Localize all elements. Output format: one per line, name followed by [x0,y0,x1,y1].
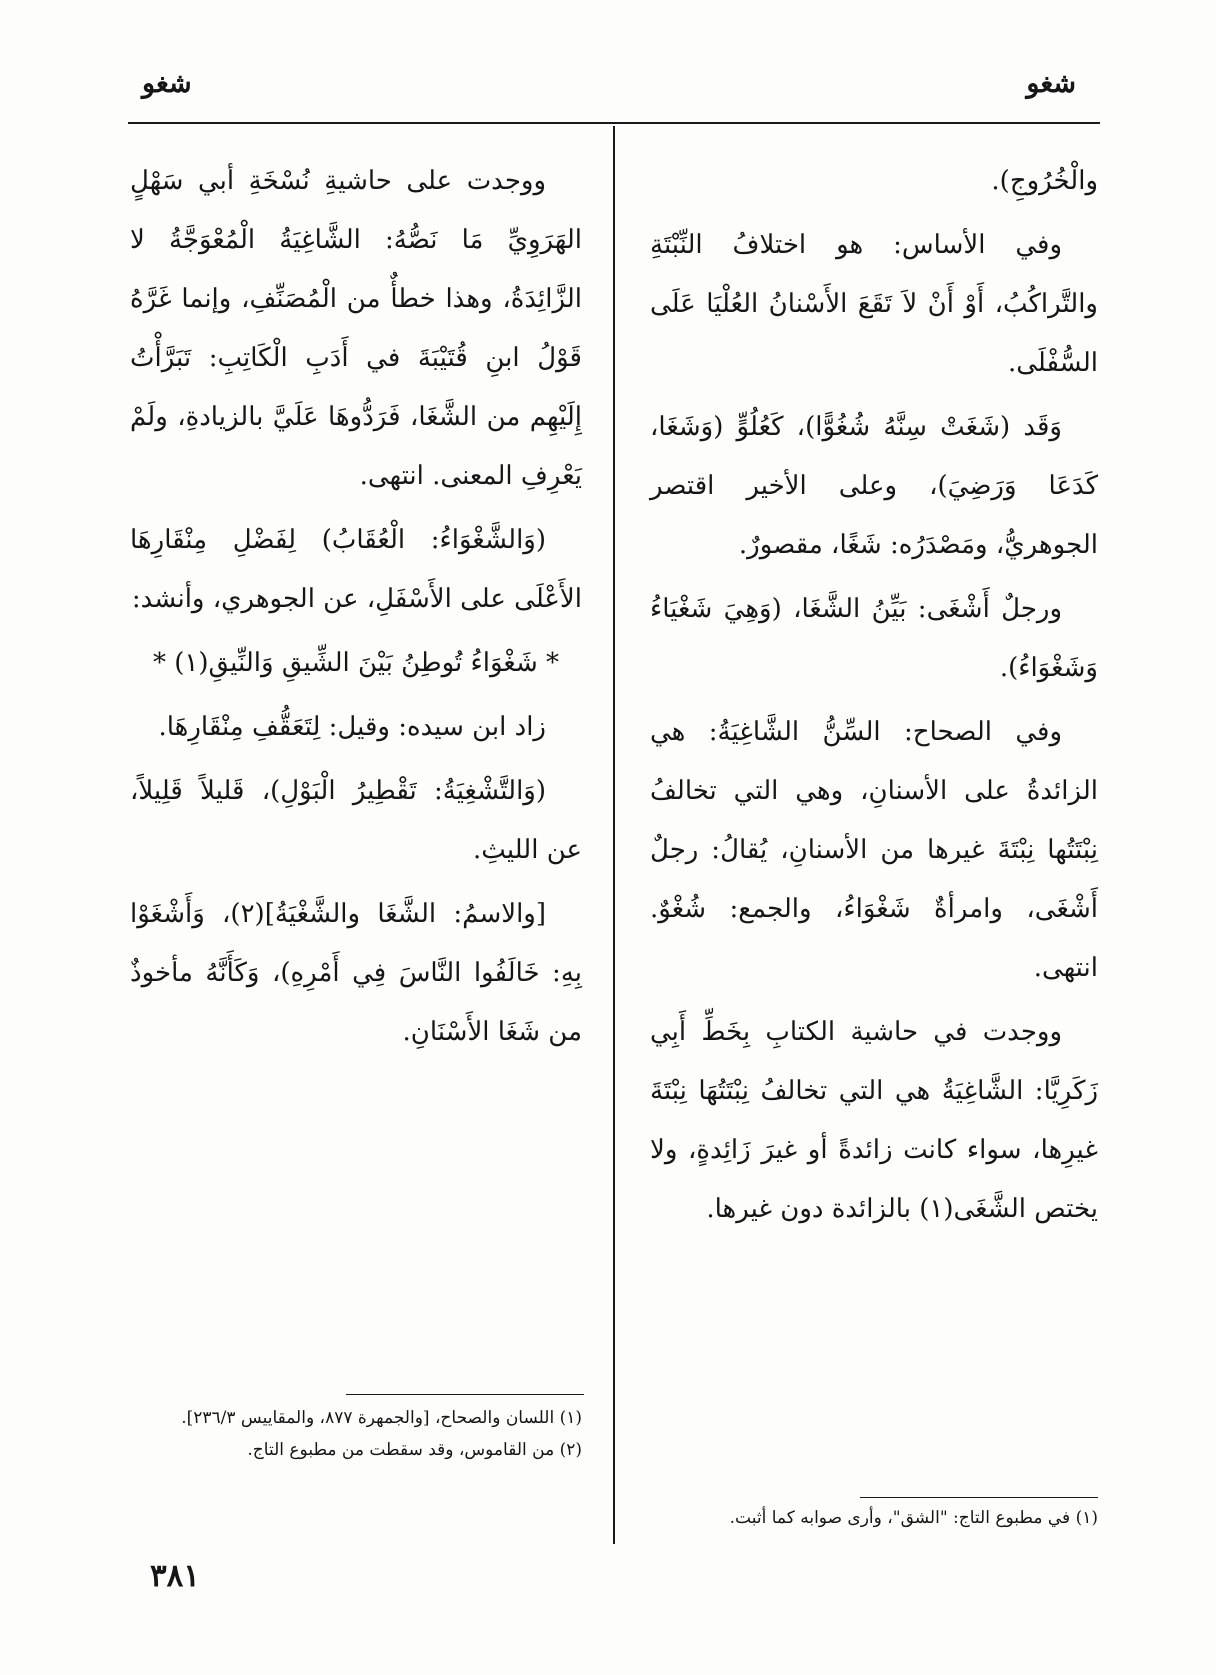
footnote: (١) في مطبوع التاج: "الشق"، وأرى صوابه كما أثبت. [729,1508,1098,1528]
paragraph: وَقَد (شَغَتْ سِنَّهُ شُغُوًّا)، كَعُلُوٍّ (وَشَغَا، كَدَعَا وَرَضِيَ)، وعلى الأخير اقتصر الجوهريُّ، ومَصْدَرُه: شَغًا، مقصورٌ. [650,412,1098,560]
verse-line: * شَغْوَاءُ تُوطِنُ بَيْنَ الشِّيقِ وَالنِّيقِ(١) * [152,648,560,678]
paragraph: ووجدت في حاشية الكتابِ بِخَطِّ أَبِي زَكَرِيَّا: الشَّاغِيَةُ هي التي تخالفُ نِبْتَتُهَا نِبْتَةَ غيرِها، سواء كانت زائدةً أو غيرَ زَائِدةٍ، ولا يختص الشَّغَى(١) بالزائدة دون غيرها. [650,1017,1098,1224]
paragraph: ووجدت على حاشيةِ نُسْخَةِ أبي سَهْلٍ الهَرَوِيِّ مَا نَصُّهُ: الشَّاغِيَةُ الْمُعْوَجَّةُ لا الزَّائِدَةُ، وهذا خطأٌ من الْمُصَنِّفِ، وإنما غَرَّهُ قَوْلُ ابنِ قُتَيْبَةَ في أَدَبِ الْكَاتِبِ: تَبَرَّأْتُ إِلَيْهِم من الشَّغَا، فَرَدُّوهَا عَلَيَّ بالزيادةِ، ولَمْ يَعْرِفِ المعنى. انتهى. [130,166,582,491]
footnotes-left [130,1404,582,1468]
footnote-rule-left [346,1394,584,1395]
paragraph: زاد ابن سيده: وقيل: لِتَعَقُّفِ مِنْقَارِهَا. [158,712,546,742]
paragraph: وفي الأساس: هو اختلافُ النِّبْتَةِ والتَّراكُبُ، أَوْ أَنْ لاَ تَقَعَ الأَسْنانُ العُلْيَا عَلَى السُّفْلَى. [650,230,1098,378]
paragraph: (وَالشَّغْوَاءُ: الْعُقَابُ) لِفَضْلِ مِنْقَارِهَا الأَعْلَى على الأَسْفَلِ، عن الجوهري، وأنشد: [130,525,582,614]
running-header-right: شغو [1026,68,1076,99]
header-rule [128,122,1100,124]
footnote-rule-right [860,1497,1098,1498]
column-divider [613,126,615,1544]
running-header-left: شغو [142,68,192,99]
paragraph: والْخُرُوجِ). [991,166,1098,196]
left-column [130,152,582,1067]
paragraph: (وَالتَّشْغِيَةُ: تَقْطِيرُ الْبَوْلِ)، قَليلاً قَلِيلاً، عن الليثِ. [130,776,582,865]
paragraph: وفي الصحاح: السِّنُّ الشَّاغِيَةُ: هي الزائدةُ على الأسنانِ، وهي التي تخالفُ نِبْتَتُها نِبْتَةَ غيرها من الأسنانِ، يُقالُ: رجلٌ أَشْغَى، وامرأةٌ شَغْوَاءُ، والجمع: شُغْوٌ. انتهى. [650,717,1098,983]
page-number: ٣٨١ [150,1558,200,1594]
right-column [650,152,1098,1244]
paragraph: ورجلٌ أَشْغَى: بَيِّنُ الشَّغَا، (وَهِيَ شَغْيَاءُ وَشَغْوَاءُ). [650,594,1098,683]
footnotes-right [650,1504,1098,1536]
footnote: (٢) من القاموس، وقد سقطت من مطبوع التاج. [247,1440,582,1460]
footnote: (١) اللسان والصحاح، [والجمهرة ٨٧٧، والمقاييس ٢٣٦/٣]. [181,1408,582,1428]
paragraph: [والاسمُ: الشَّغَا والشَّغْيَةُ](٢)، وَأَشْغَوْا بِهِ: خَالَفُوا النَّاسَ فِي أَمْرِهِ)، وَكَأَنَّهُ مأخوذٌ من شَغَا الأَسْنَانِ. [130,899,582,1047]
